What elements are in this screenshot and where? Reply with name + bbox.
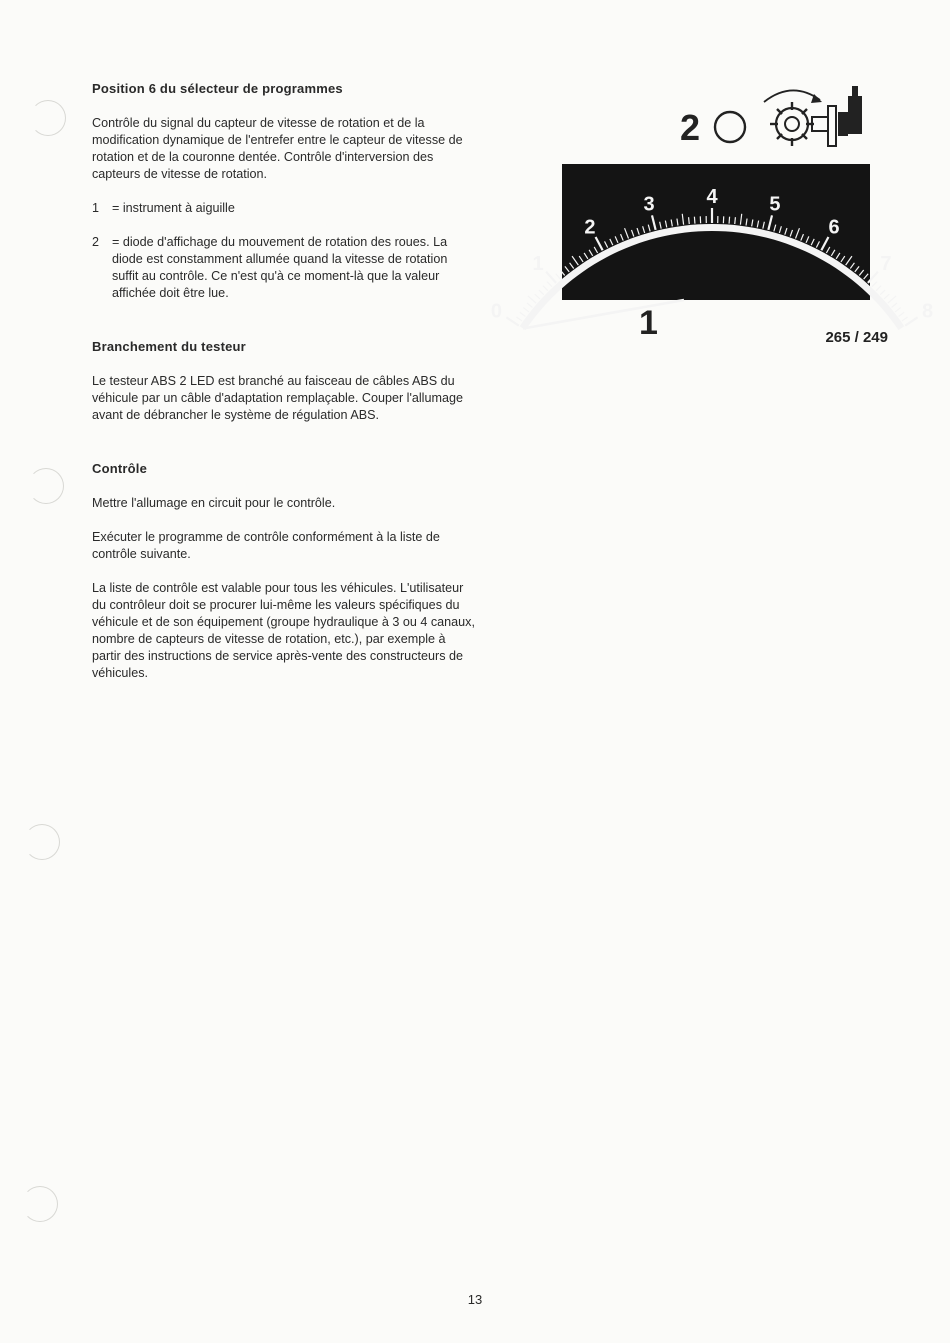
scale-tick — [880, 290, 885, 295]
scale-label: 4 — [706, 186, 718, 208]
legend-number: 2 — [92, 235, 100, 249]
scale-label: 1 — [532, 252, 544, 275]
legend-number: 1 — [92, 201, 100, 215]
instrument-figure — [490, 84, 934, 354]
scale-tick — [884, 294, 889, 299]
scale-tick — [547, 282, 552, 287]
scale-tick — [506, 317, 518, 325]
gauge-needle — [523, 300, 684, 329]
scale-tick — [899, 312, 905, 316]
scale-tick — [892, 303, 897, 307]
section-heading-selector: Position 6 du sélecteur de programmes — [92, 81, 343, 96]
scale-tick — [902, 317, 908, 321]
led-diode-icon — [715, 112, 745, 142]
page-number: 13 — [467, 1292, 483, 1307]
binder-hole — [24, 824, 60, 860]
legend-text: = instrument à aiguille — [112, 201, 235, 215]
binder-hole — [30, 100, 66, 136]
callout-2: 2 — [680, 107, 701, 148]
scale-label: 5 — [769, 193, 781, 216]
legend-item — [92, 234, 477, 302]
scale-tick — [905, 317, 917, 325]
scale-label: 8 — [921, 300, 934, 323]
scale-tick — [520, 312, 526, 316]
scale-tick — [694, 217, 695, 224]
scale-tick — [876, 286, 881, 291]
scale-label: 7 — [880, 252, 892, 275]
scale-label: 6 — [828, 216, 840, 239]
callout-1: 1 — [639, 304, 658, 342]
scale-tick — [527, 303, 532, 307]
scale-tick — [872, 282, 877, 287]
instrument-panel — [562, 164, 870, 300]
legend-item — [92, 200, 477, 217]
scale-tick — [539, 290, 544, 295]
legend-text: = diode d'affichage du mouvement de rotation des roues. La diode est constamment allumée quand la vitesse de rotation suffit au contrôle. Ce n'est qu'à ce moment-là que la valeur affichée doit être lue. — [112, 235, 448, 300]
paragraph: Mettre l'allumage en circuit pour le contrôle. — [92, 496, 336, 510]
paragraph: Contrôle du signal du capteur de vitesse de rotation et de la modification dynamique de l'entrefer entre le capteur de vitesse de rotation et de la couronne dentée. Contrôle d'interversion des capteurs de vitesse de rotation. — [92, 116, 463, 181]
paragraph: Le testeur ABS 2 LED est branché au faisceau de câbles ABS du véhicule par un câble d'adaptation remplaçable. Couper l'allumage avant de débrancher le système de régulation ABS. — [92, 374, 463, 422]
scale-tick — [528, 296, 536, 303]
paragraph: La liste de contrôle est valable pour tous les véhicules. L'utilisateur du contrôleur doit se procurer lui-même les valeurs spécifiques du véhicule et de son équipement (groupe hydraulique à 3 ou 4 canaux, nombre de capteurs de vitesse de rotation, etc.), par exemple à partir des instructions de service après-vente des constructeurs de véhicules. — [92, 581, 475, 680]
binder-hole — [28, 468, 64, 504]
scale-tick — [546, 272, 556, 283]
scale-tick — [543, 286, 548, 291]
scale-label: 2 — [584, 216, 596, 239]
binder-hole — [22, 1186, 58, 1222]
scale-tick — [556, 274, 561, 279]
scale-tick — [535, 294, 540, 299]
scale-label: 3 — [643, 193, 655, 216]
wheel-sensor-icon — [764, 86, 862, 146]
scale-tick — [729, 217, 730, 224]
scale-label: 0 — [490, 300, 503, 323]
paragraph: Exécuter le programme de contrôle conformément à la liste de contrôle suivante. — [92, 530, 440, 561]
scale-tick — [523, 308, 529, 312]
scale-tick — [689, 217, 690, 224]
scale-tick — [735, 217, 736, 224]
figure-reference: 265 / 249 — [825, 329, 888, 346]
section-heading-control: Contrôle — [92, 461, 148, 476]
legend-list — [92, 200, 477, 302]
text-column — [92, 80, 477, 699]
scale-tick — [888, 296, 896, 303]
scale-tick — [516, 317, 522, 321]
section-heading-connection: Branchement du testeur — [92, 339, 246, 354]
scale-tick — [895, 308, 901, 312]
